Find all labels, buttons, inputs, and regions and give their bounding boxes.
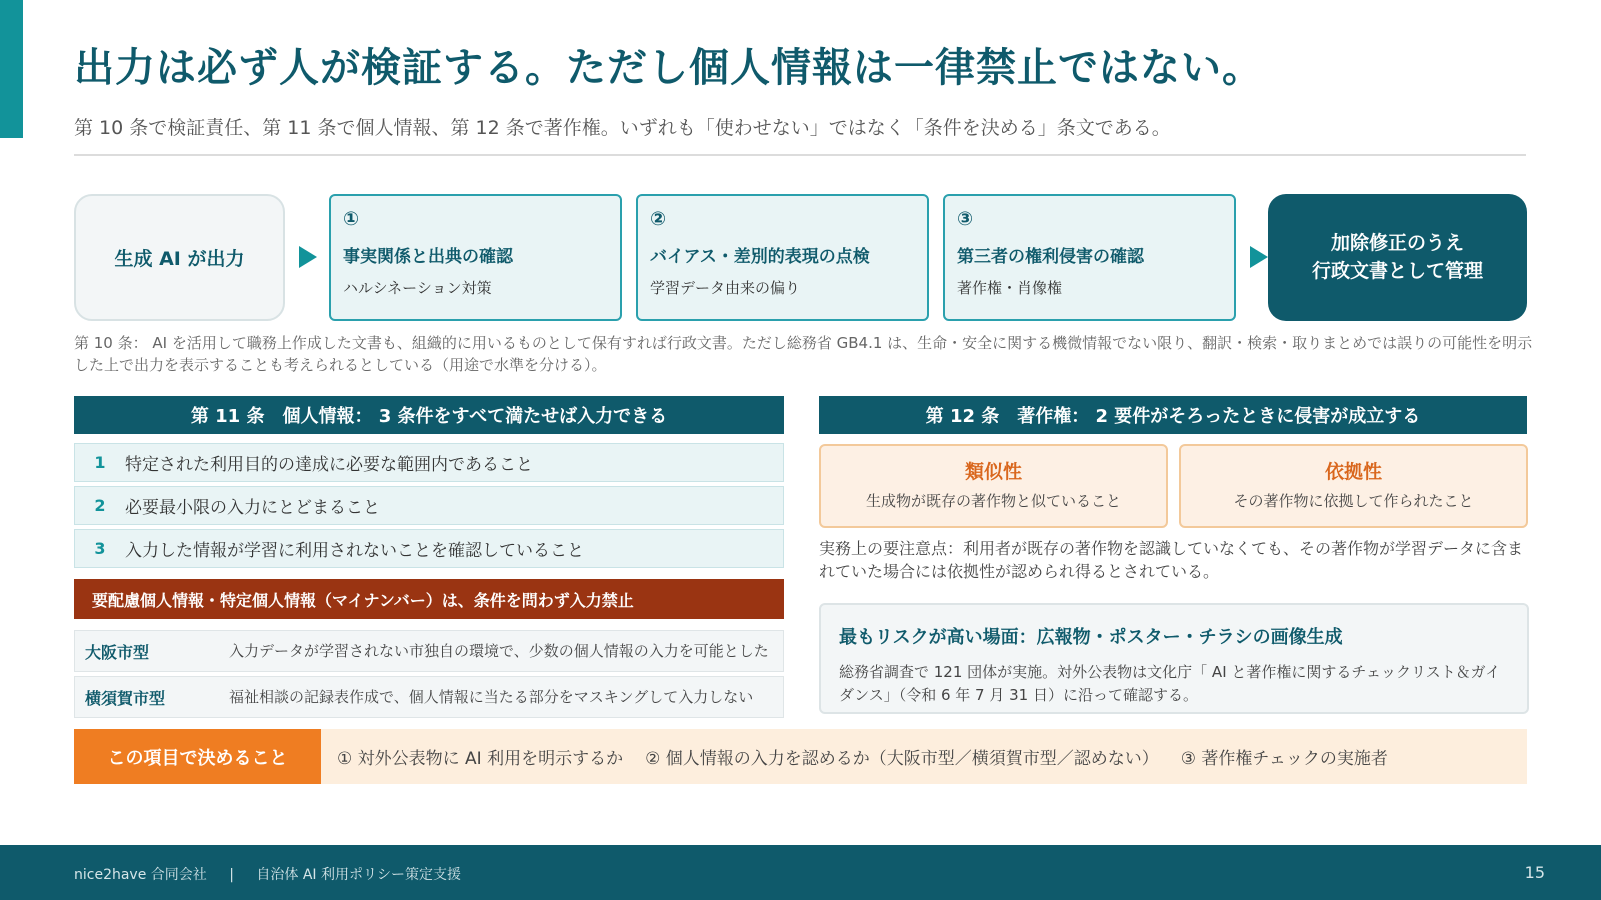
condition-row <box>74 443 784 482</box>
condition-row <box>74 529 784 568</box>
case-name: 大阪市型 <box>85 642 150 662</box>
case-desc: 福祉相談の記録表作成で、個人情報に当たる部分をマスキングして入力しない <box>229 688 754 706</box>
condition-text: 入力した情報が学習に利用されないことを確認していること <box>125 541 584 561</box>
condition-number: 1 <box>94 453 106 472</box>
step-desc: 著作権・肖像権 <box>957 279 1063 297</box>
decide-item: ① 対外公表物に AI 利用を明示するか <box>337 749 624 769</box>
case-desc: 入力データが学習されない市独自の環境で、少数の個人情報の入力を可能とした <box>229 642 769 660</box>
footer-company: nice2have 合同会社 <box>74 867 207 883</box>
risk-box <box>819 603 1529 714</box>
flow-step-2 <box>636 194 929 321</box>
flow-end-line2: 行政文書として管理 <box>1311 259 1483 282</box>
footer-separator: | <box>229 867 234 883</box>
flow-step-1 <box>329 194 622 321</box>
article11-heading: 第 11 条 個人情報： 3 条件をすべて満たせば入力できる <box>74 396 784 434</box>
accent-bar <box>0 0 23 138</box>
article12-heading: 第 12 条 著作権： 2 要件がそろったときに侵害が成立する <box>819 396 1527 434</box>
requirement-desc: その著作物に依拠して作られたこと <box>1233 492 1474 510</box>
case-row <box>74 630 784 672</box>
step-desc: ハルシネーション対策 <box>343 279 492 297</box>
decide-item: ② 個人情報の入力を認めるか（大阪市型／横須賀市型／認めない） <box>645 749 1159 769</box>
page-title: 出力は必ず人が検証する。ただし個人情報は一律禁止ではない。 <box>74 45 1263 91</box>
footer-left <box>74 864 461 884</box>
prohibition-banner: 要配慮個人情報・特定個人情報（マイナンバー）は、条件を問わず入力禁止 <box>74 579 784 619</box>
requirement-card <box>819 444 1168 528</box>
condition-row <box>74 486 784 525</box>
article10-note: 第 10 条： AI を活用して職務上作成した文書も、組織的に用いるものとして保有すれば行政文書。ただし総務省 GB4.1 は、生命・安全に関する機微情報でない限り、翻訳・検索・取りまとめでは誤りの可能性を明示した上で出力を表示することも考えられるとしている（用途で水準を分ける）。 <box>74 334 1533 374</box>
risk-title: 最もリスクが高い場面：広報物・ポスター・チラシの画像生成 <box>839 627 1343 648</box>
decide-label: この項目で決めること <box>74 729 321 784</box>
step-title: 第三者の権利侵害の確認 <box>957 247 1144 267</box>
condition-text: 必要最小限の入力にとどまること <box>125 498 380 518</box>
condition-number: 2 <box>94 496 106 515</box>
condition-text: 特定された利用目的の達成に必要な範囲内であること <box>125 455 533 475</box>
requirement-card <box>1179 444 1528 528</box>
requirement-desc: 生成物が既存の著作物と似ていること <box>865 492 1121 510</box>
step-desc: 学習データ由来の偏り <box>650 279 801 297</box>
step-number: ① <box>343 208 360 230</box>
requirement-title: 依拠性 <box>1324 461 1382 483</box>
header-divider <box>74 154 1526 156</box>
flow-arrow-icon <box>299 246 317 268</box>
flow-step-3 <box>943 194 1236 321</box>
footer <box>0 845 1601 900</box>
case-row <box>74 676 784 718</box>
case-name: 横須賀市型 <box>85 688 166 708</box>
decide-items <box>321 729 1527 784</box>
risk-desc: 総務省調査で 121 団体が実施。対外公表物は文化庁「 AI と著作権に関するチェックリスト＆ガイダンス」（令和 6 年 7 月 31 日）に沿って確認する。 <box>839 663 1501 705</box>
requirement-title: 類似性 <box>964 461 1022 483</box>
footer-project: 自治体 AI 利用ポリシー策定支援 <box>256 867 462 883</box>
page-subtitle: 第 10 条で検証責任、第 11 条で個人情報、第 12 条で著作権。いずれも「使わせない」ではなく「条件を決める」条文である。 <box>74 117 1171 139</box>
article12-note: 実務上の要注意点：利用者が既存の著作物を認識していなくても、その著作物が学習データに含まれていた場合には依拠性が認められ得るとされている。 <box>819 539 1524 582</box>
flow-end-line1: 加除修正のうえ <box>1330 231 1464 254</box>
flow-end-box <box>1268 194 1527 321</box>
step-number: ③ <box>957 208 974 230</box>
condition-number: 3 <box>94 539 106 558</box>
page-number: 15 <box>1524 863 1545 882</box>
step-number: ② <box>650 208 667 230</box>
flow-arrow-icon <box>1250 246 1268 268</box>
decide-item: ③ 著作権チェックの実施者 <box>1180 749 1388 769</box>
step-title: 事実関係と出典の確認 <box>343 247 513 267</box>
step-title: バイアス・差別的表現の点検 <box>650 247 870 267</box>
flow-start-box: 生成 AI が出力 <box>74 194 285 321</box>
